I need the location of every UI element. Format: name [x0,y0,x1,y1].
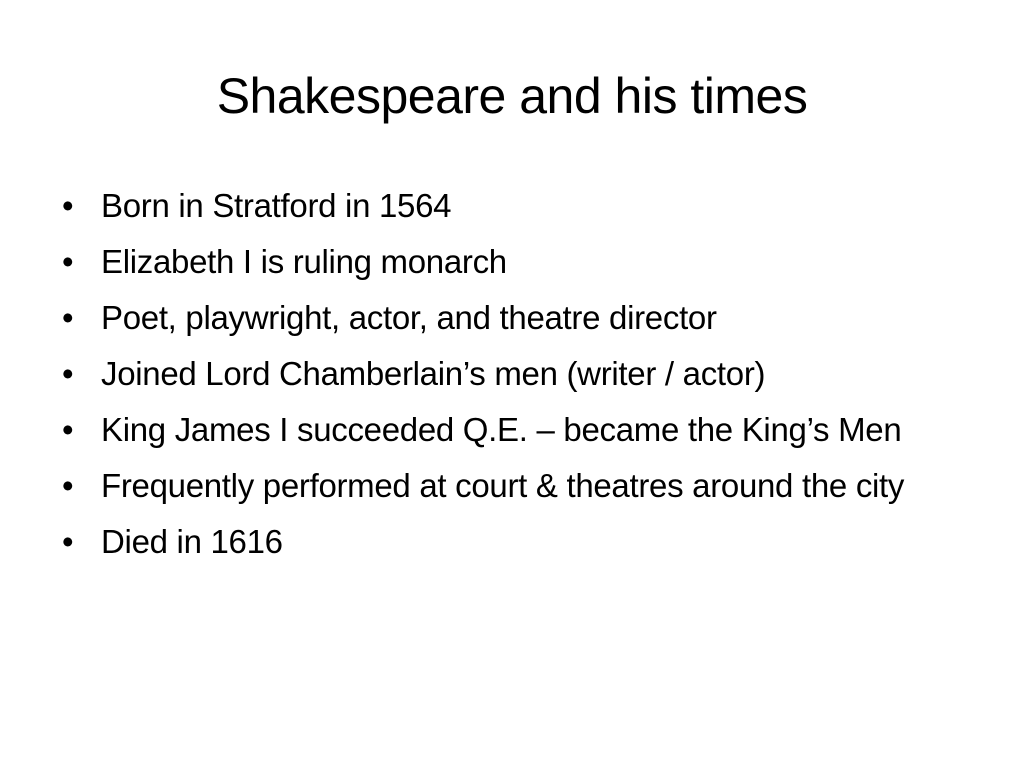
bullet-icon: • [62,299,74,336]
bullet-icon: • [62,243,74,280]
bullet-icon: • [62,355,74,392]
bullet-text: King James I succeeded Q.E. – became the King’s Men [101,411,902,448]
bullet-text: Poet, playwright, actor, and theatre director [101,299,717,336]
bullet-text: Frequently performed at court & theatres around the city [101,467,905,504]
bullet-item [62,184,962,228]
bullet-icon: • [62,467,74,504]
bullet-text: Born in Stratford in 1564 [101,187,452,224]
bullet-item [62,296,962,340]
bullet-icon: • [62,523,74,560]
bullet-item [62,408,962,452]
bullet-item [62,464,962,508]
bullet-text: Died in 1616 [101,523,283,560]
bullet-item [62,520,962,564]
bullet-list [62,184,962,576]
slide-title: Shakespeare and his times [216,68,808,124]
bullet-text: Joined Lord Chamberlain’s men (writer / actor) [101,355,766,392]
bullet-icon: • [62,187,74,224]
bullet-item [62,240,962,284]
bullet-text: Elizabeth I is ruling monarch [101,243,507,280]
bullet-item [62,352,962,396]
bullet-icon: • [62,411,74,448]
